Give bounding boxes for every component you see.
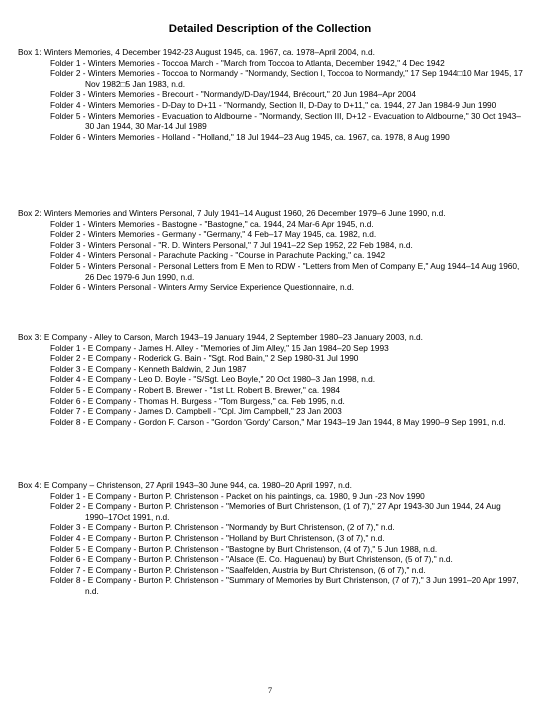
folder-entry: Folder 3 - E Company - Burton P. Christenson - "Normandy by Burt Christenson, (2 of 7)," n.d. (50, 522, 395, 533)
folder-entry: Folder 3 - Winters Memories - Brecourt - "Normandy/D-Day/1944, Brécourt," 20 Jun 1984–Apr 2004 (50, 89, 417, 100)
folder-entry: Folder 3 - Winters Personal - "R. D. Winters Personal," 7 Jul 1941–22 Sep 1952, 22 Feb 1984, n.d. (50, 239, 413, 250)
folder-entry: Folder 1 - Winters Memories - Toccoa March - "March from Toccoa to Atlanta, December 1942," 4 Dec 1942 (50, 57, 445, 68)
page-title: Detailed Description of the Collection (168, 23, 372, 35)
box-section (18, 332, 524, 427)
folder-entry: Folder 8 - E Company - Burton P. Christenson - "Summary of Memories by Burt Christenson, (7 of 7)," 3 Jun 1991–20 Apr 1997, n.d. (50, 575, 519, 596)
folder-entry: Folder 6 - Winters Memories - Holland - "Holland," 18 Jul 1944–23 Aug 1945, ca. 1967, ca. 1978, 8 Aug 1990 (50, 131, 450, 142)
box-section (18, 208, 524, 293)
folder-entry: Folder 5 - E Company - Burton P. Christenson - "Bastogne by Burt Christenson, (4 of 7)," 5 Jun 1988, n.d. (50, 543, 438, 554)
folder-entry: Folder 5 - Winters Personal - Personal Letters from E Men to RDW - "Letters from Men of Company E," Aug 1944–14 Aug 1960, 26 Dec 1979-6 Jun 1990, n.d. (50, 260, 520, 282)
folder-entry: Folder 5 - Winters Memories - Evacuation to Aldbourne - "Normandy, Section III, D+12 - Evacuation to Aldbourne," 30 Oct 1943–30 Jan 1944, 30 Mar-14 Jul 1989 (50, 110, 521, 132)
box-section (18, 480, 524, 597)
folder-entry: Folder 3 - E Company - Kenneth Baldwin, 2 Jun 1987 (50, 363, 247, 374)
folder-entry: Folder 2 - Winters Memories - Germany - "Germany," 4 Feb–17 May 1945, ca. 1982, n.d. (50, 229, 377, 240)
folder-entry: Folder 5 - E Company - Robert B. Brewer - "1st Lt. Robert B. Brewer," ca. 1984 (50, 384, 340, 395)
folder-entry: Folder 6 - Winters Personal - Winters Army Service Experience Questionnaire, n.d. (50, 282, 354, 293)
folder-entry: Folder 4 - Winters Memories - D-Day to D+11 - "Normandy, Section II, D-Day to D+11," ca. 1944, 27 Jan 1984-9 Jun 1990 (50, 99, 497, 110)
folder-entry: Folder 4 - E Company - Burton P. Christenson - "Holland by Burt Christenson, (3 of 7)," n.d. (50, 532, 385, 543)
folder-entry: Folder 2 - E Company - Roderick G. Bain - "Sgt. Rod Bain," 2 Sep 1980-31 Jul 1990 (50, 353, 359, 364)
page-number: 7 (267, 685, 273, 695)
folder-entry: Folder 2 - Winters Memories - Toccoa to Normandy - "Normandy, Section I, Toccoa to Normandy," 17 Sep 1944□10 Mar 1945, 17 Nov 1982□5 Jan 1983, n.d. (50, 68, 523, 89)
folder-entry: Folder 1 - Winters Memories - Bastogne - "Bastogne," ca. 1944, 24 Mar-6 Apr 1945, n.d. (50, 218, 374, 229)
folder-entry: Folder 1 - E Company - Burton P. Christenson - Packet on his paintings, ca. 1980, 9 Jun -23 Nov 1990 (50, 490, 425, 501)
folder-entry: Folder 2 - E Company - Burton P. Christenson - "Memories of Burt Christenson, (1 of 7)," 27 Apr 1943-30 Jun 1944, 24 Aug 1990–17Oct 1991, n.d. (50, 501, 501, 522)
folder-entry: Folder 4 - E Company - Leo D. Boyle - "S/Sgt. Leo Boyle," 20 Oct 1980–3 Jan 1998, n.d. (50, 374, 376, 385)
box-heading: Box 3: E Company - Alley to Carson, March 1943–19 January 1944, 2 September 1980–23 January 2003, n.d. (18, 332, 423, 342)
folder-entry: Folder 7 - E Company - Burton P. Christenson - "Saalfelden, Austria by Burt Christenson, (6 of 7)," n.d. (50, 564, 426, 575)
folder-entry: Folder 6 - E Company - Thomas H. Burgess - "Tom Burgess," ca. Feb 1995, n.d. (50, 395, 345, 406)
box-heading: Box 4: E Company – Christenson, 27 April 1943–30 June 944, ca. 1980–20 April 1997, n.d. (18, 480, 352, 490)
folder-entry: Folder 6 - E Company - Burton P. Christenson - "Alsace (E. Co. Haguenau) by Burt Christenson, (5 of 7)," n.d. (50, 554, 453, 565)
box-section (18, 47, 524, 142)
box-heading: Box 1: Winters Memories, 4 December 1942-23 August 1945, ca. 1967, ca. 1978–April 2004, n.d. (18, 47, 375, 57)
folder-entry: Folder 1 - E Company - James H. Alley - "Memories of Jim Alley," 15 Jan 1984–20 Sep 1993 (50, 342, 389, 353)
box-heading: Box 2: Winters Memories and Winters Personal, 7 July 1941–14 August 1960, 26 December 1979–6 June 1990, n.d. (18, 208, 446, 218)
folder-entry: Folder 7 - E Company - James D. Campbell - "Cpl. Jim Campbell," 23 Jan 2003 (50, 406, 342, 417)
folder-entry: Folder 8 - E Company - Gordon F. Carson - "Gordon 'Gordy' Carson," Mar 1943–19 Jan 1944, 8 May 1990–9 Sep 1991, n.d. (50, 416, 506, 427)
folder-entry: Folder 4 - Winters Personal - Parachute Packing - "Course in Parachute Packing," ca. 1942 (50, 250, 386, 261)
